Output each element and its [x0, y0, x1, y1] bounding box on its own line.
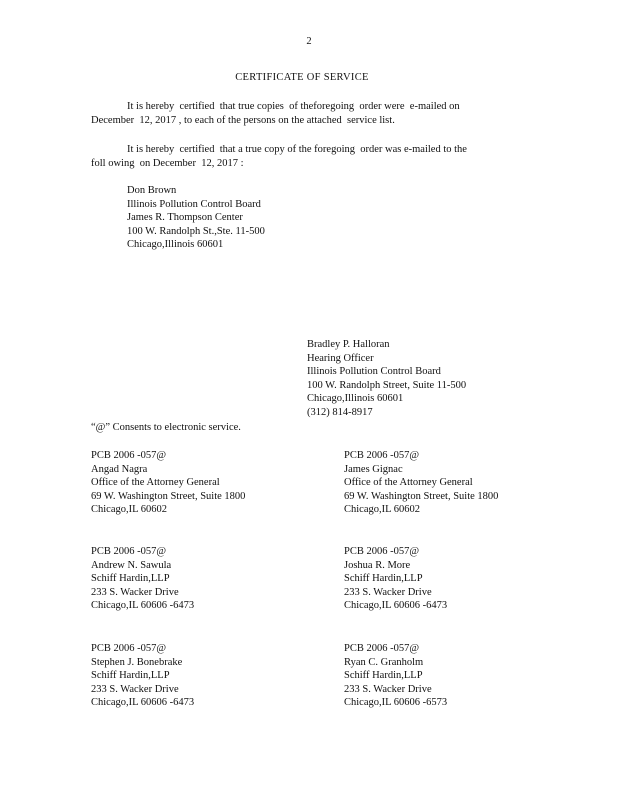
- service-name: Ryan C. Granholm: [344, 656, 424, 668]
- service-org: Schiff Hardin,LLP: [344, 670, 423, 682]
- page-number: 2: [306, 36, 312, 47]
- paragraph-2-line-1: It is hereby certified that a true copy of the foregoing order was e-mailed to the: [127, 144, 467, 155]
- service-street: 233 S. Wacker Drive: [91, 586, 179, 598]
- recipient-street: 100 W. Randolph St.,Ste. 11-500: [127, 225, 265, 237]
- service-name: Stephen J. Bonebrake: [91, 656, 183, 668]
- certification-paragraph-1: [91, 100, 511, 127]
- service-street: 69 W. Washington Street, Suite 1800: [91, 490, 246, 502]
- recipient-name: Don Brown: [127, 185, 177, 196]
- service-entry-5: [91, 642, 341, 710]
- recipient-address-block: [127, 184, 265, 252]
- hearing-officer-phone: (312) 814-8917: [307, 406, 373, 418]
- hearing-officer-street: 100 W. Randolph Street, Suite 11-500: [307, 379, 467, 391]
- service-city: Chicago,IL 60606 -6473: [344, 600, 448, 612]
- service-street: 69 W. Washington Street, Suite 1800: [344, 490, 499, 502]
- hearing-officer-title: Hearing Officer: [307, 352, 374, 364]
- hearing-officer-name: Bradley P. Halloran: [307, 339, 390, 350]
- paragraph-1-line-1: It is hereby certified that true copies of theforegoing order were e-mailed on: [127, 101, 460, 112]
- paragraph-2-line-2: foll owing on December 12, 2017 :: [91, 157, 244, 169]
- service-street: 233 S. Wacker Drive: [344, 683, 432, 695]
- recipient-building: James R. Thompson Center: [127, 212, 243, 224]
- service-org: Schiff Hardin,LLP: [91, 670, 170, 682]
- service-org: Office of the Attorney General: [91, 477, 220, 489]
- service-entry-2: [344, 449, 594, 517]
- service-name: James Gignac: [344, 463, 403, 475]
- service-city: Chicago,IL 60606 -6573: [344, 697, 448, 709]
- document-title: CERTIFICATE OF SERVICE: [235, 72, 369, 83]
- service-entry-6: [344, 642, 594, 710]
- paragraph-1-line-2: December 12, 2017 , to each of the persons on the attached service list.: [91, 114, 395, 126]
- hearing-officer-block: [307, 338, 466, 420]
- service-name: Joshua R. More: [344, 559, 411, 571]
- service-case-number: PCB 2006 -057@: [91, 643, 167, 654]
- service-case-number: PCB 2006 -057@: [91, 546, 167, 557]
- service-city: Chicago,IL 60606 -6473: [91, 697, 195, 709]
- recipient-city: Chicago,Illinois 60601: [127, 239, 224, 251]
- service-entry-3: [91, 545, 341, 613]
- service-entry-4: [344, 545, 594, 613]
- consent-note: “@” Consents to electronic service.: [91, 422, 241, 433]
- service-name: Angad Nagra: [91, 463, 148, 475]
- service-org: Schiff Hardin,LLP: [344, 573, 423, 585]
- service-case-number: PCB 2006 -057@: [344, 546, 420, 557]
- service-org: Schiff Hardin,LLP: [91, 573, 170, 585]
- service-case-number: PCB 2006 -057@: [344, 643, 420, 654]
- service-case-number: PCB 2006 -057@: [91, 450, 167, 461]
- service-name: Andrew N. Sawula: [91, 559, 172, 571]
- service-entry-1: [91, 449, 341, 517]
- recipient-org: Illinois Pollution Control Board: [127, 198, 261, 210]
- service-city: Chicago,IL 60602: [344, 504, 421, 516]
- service-street: 233 S. Wacker Drive: [344, 586, 432, 598]
- service-street: 233 S. Wacker Drive: [91, 683, 179, 695]
- certification-paragraph-2: [91, 143, 511, 170]
- service-case-number: PCB 2006 -057@: [344, 450, 420, 461]
- service-city: Chicago,IL 60606 -6473: [91, 600, 195, 612]
- hearing-officer-org: Illinois Pollution Control Board: [307, 366, 441, 378]
- hearing-officer-city: Chicago,Illinois 60601: [307, 393, 404, 405]
- service-city: Chicago,IL 60602: [91, 504, 168, 516]
- service-org: Office of the Attorney General: [344, 477, 473, 489]
